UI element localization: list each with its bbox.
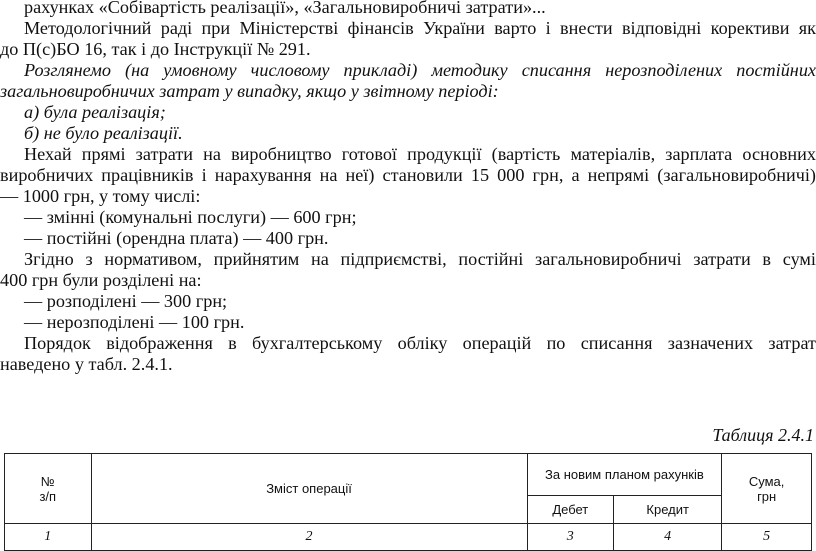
text-line-7: б) не було реалізації.	[24, 123, 183, 143]
text-line-4: Розглянемо (на умовному числовому прикладі) методику списання нерозподілених постійних	[24, 60, 816, 80]
text-line-10: — 1000 грн, у тому числі:	[0, 186, 201, 206]
header-content: Зміст операції	[91, 454, 527, 524]
table-caption: Таблиця 2.4.1	[712, 425, 814, 445]
text-line-16: — нерозподілені — 100 грн.	[24, 312, 245, 332]
header-sum-sub: грн	[757, 488, 777, 504]
text-line-6: а) була реалізація;	[24, 102, 166, 122]
text-line-3: до П(с)БО 16, так і до Інструкції № 291.	[0, 39, 311, 59]
column-number: 5	[722, 524, 812, 551]
header-number-sign: №	[40, 473, 55, 489]
table-header-row	[5, 454, 812, 496]
text-line-9: виробничих працівників і нарахування на неї) становили 15 000 грн, а непрямі (загальновиробничі)	[0, 165, 816, 185]
text-line-17: Порядок відображення в бухгалтерському обліку операцій по списання зазначених затрат	[24, 333, 816, 353]
header-debit: Дебет	[527, 496, 614, 524]
column-number: 2	[91, 524, 527, 551]
column-number: 4	[614, 524, 722, 551]
header-plan: За новим планом рахунків	[527, 454, 722, 496]
text-line-8: Нехай прямі затрати на виробництво готової продукції (вартість матеріалів, зарплата основних	[24, 144, 816, 164]
text-line-12: — постійні (орендна плата) — 400 грн.	[24, 228, 329, 248]
header-credit: Кредит	[614, 496, 722, 524]
text-line-18: наведено у табл. 2.4.1.	[0, 354, 173, 374]
operations-table	[4, 453, 812, 551]
text-line-1: рахунках «Собівартість реалізації», «Загальновиробничі затрати»...	[24, 0, 546, 17]
text-line-5: загальновиробничих затрат у випадку, якщо у звітному періоді:	[0, 81, 499, 101]
header-sum-label: Сума,	[748, 473, 785, 489]
text-line-14: 400 грн були розділені на:	[0, 270, 202, 290]
text-line-2: Методологічний раді при Міністерстві фінансів України варто і внести відповідні корективи як	[24, 18, 816, 38]
text-line-15: — розподілені — 300 грн;	[24, 291, 228, 311]
header-number	[5, 454, 92, 524]
header-sum	[722, 454, 812, 524]
table-column-numbers-row	[5, 524, 812, 551]
column-number: 3	[527, 524, 614, 551]
column-number: 1	[5, 524, 92, 551]
text-line-13: Згідно з нормативом, прийнятим на підприємстві, постійні загальновиробничі затрати в сумі	[24, 249, 816, 269]
text-line-11: — змінні (комунальні послуги) — 600 грн;	[24, 207, 357, 227]
header-number-sub: з/п	[39, 488, 57, 504]
